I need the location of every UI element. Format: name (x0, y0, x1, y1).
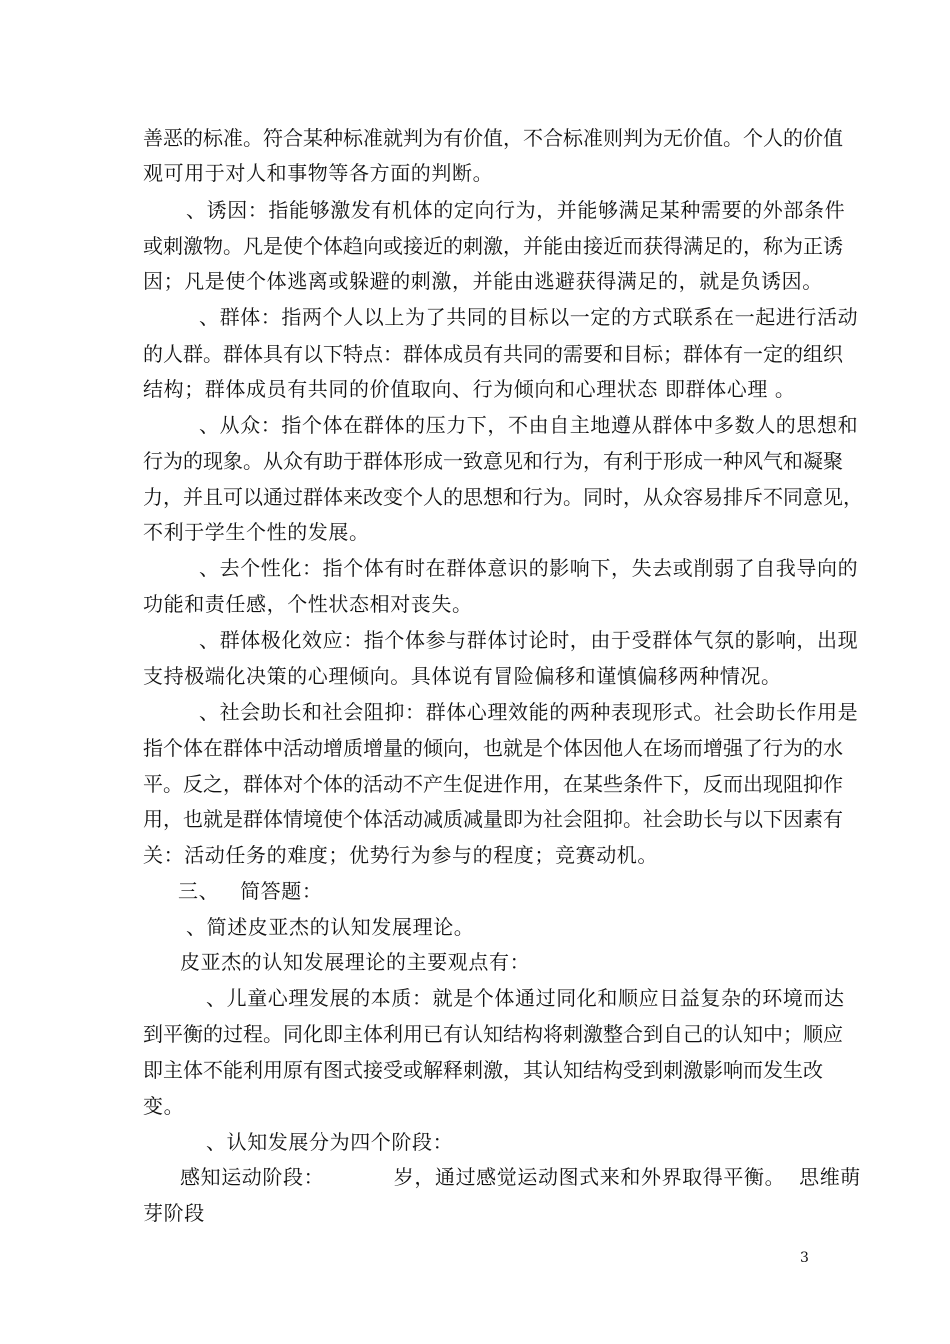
text-line: 、从众：指个体在群体的压力下，不由自主地遵从群体中多数人的思想和 (199, 413, 859, 437)
text-line: 、群体：指两个人以上为了共同的目标以一定的方式联系在一起进行活动 (199, 305, 859, 329)
text-line: 指个体在群体中活动增质增量的倾向，也就是个体因他人在场而增强了行为的水 (143, 736, 843, 760)
text-line: 、儿童心理发展的本质：就是个体通过同化和顺应日益复杂的环境而达 (206, 986, 845, 1010)
text-line: 到平衡的过程。同化即主体利用已有认知结构将刺激整合到自己的认知中；顺应 (143, 1022, 843, 1046)
text-line: 芽阶段 (143, 1201, 205, 1225)
text-line: 力，并且可以通过群体来改变个人的思想和行为。同时，从众容易排斥不同意见， (143, 485, 863, 509)
text-line: 善恶的标准。符合某种标准就判为有价值，不合标准则判为无价值。个人的价值 (143, 126, 843, 150)
text-line: 、去个性化：指个体有时在群体意识的影响下，失去或削弱了自我导向的 (199, 556, 859, 580)
text-line: 支持极端化决策的心理倾向。具体说有冒险偏移和谨慎偏移两种情况。 (143, 664, 782, 688)
text-line: 的人群。群体具有以下特点：群体成员有共同的需要和目标；群体有一定的组织 (143, 342, 843, 366)
text-line: 不利于学生个性的发展。 (143, 520, 370, 544)
section-heading: 三、 简答题： (178, 879, 323, 903)
page-number: 3 (800, 1250, 809, 1266)
text-line: 、认知发展分为四个阶段： (206, 1130, 454, 1154)
text-line: 行为的现象。从众有助于群体形成一致意见和行为，有利于形成一种风气和凝聚 (143, 449, 843, 473)
text-line: 感知运动阶段： 岁，通过感觉运动图式来和外界取得平衡。 思维萌 (180, 1165, 861, 1189)
text-line: 平。反之，群体对个体的活动不产生促进作用，在某些条件下，反而出现阻抑作 (143, 772, 843, 796)
text-line: 变。 (143, 1094, 185, 1118)
text-line: 、诱因：指能够激发有机体的定向行为，并能够满足某种需要的外部条件 (186, 198, 846, 222)
text-line: 、社会助长和社会阻抑：群体心理效能的两种表现形式。社会助长作用是 (199, 700, 859, 724)
text-line: 观可用于对人和事物等各方面的判断。 (143, 161, 494, 185)
text-line: 或刺激物。凡是使个体趋向或接近的刺激，并能由接近而获得满足的，称为正诱 (143, 234, 843, 258)
text-line: 即主体不能利用原有图式接受或解释刺激，其认知结构受到刺激影响而发生改 (143, 1058, 823, 1082)
text-line: 用，也就是群体情境使个体活动减质减量即为社会阻抑。社会助长与以下因素有 (143, 807, 843, 831)
text-line: 皮亚杰的认知发展理论的主要观点有： (180, 950, 531, 974)
text-line: 结构；群体成员有共同的价值取向、行为倾向和心理状态 即群体心理 。 (143, 377, 796, 401)
text-line: 、群体极化效应：指个体参与群体讨论时，由于受群体气氛的影响，出现 (199, 628, 859, 652)
question-line: 、简述皮亚杰的认知发展理论。 (186, 915, 475, 939)
text-line: 因；凡是使个体逃离或躲避的刺激，并能由逃避获得满足的，就是负诱因。 (143, 269, 823, 293)
text-line: 关：活动任务的难度；优势行为参与的程度；竞赛动机。 (143, 843, 658, 867)
text-line: 功能和责任感，个性状态相对丧失。 (143, 592, 473, 616)
